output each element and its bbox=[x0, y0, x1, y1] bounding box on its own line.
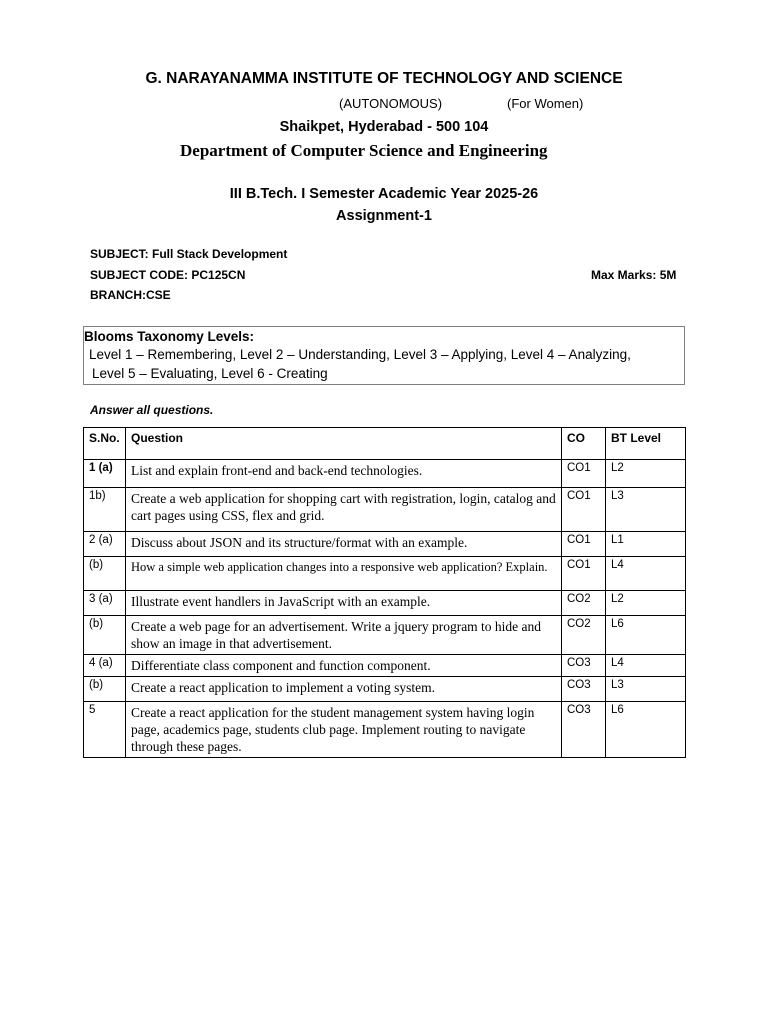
table-row bbox=[84, 460, 686, 488]
row-sno: 1b) bbox=[84, 488, 126, 532]
row-sno: 5 bbox=[84, 702, 126, 758]
row-co: CO3 bbox=[562, 702, 606, 758]
assignment-title: Assignment-1 bbox=[336, 208, 432, 224]
table-header-row bbox=[84, 428, 686, 460]
table-row bbox=[84, 488, 686, 532]
row-sno: 2 (a) bbox=[84, 532, 126, 557]
table-row bbox=[84, 532, 686, 557]
row-co: CO1 bbox=[562, 557, 606, 591]
row-co: CO3 bbox=[562, 655, 606, 677]
blooms-line-2: Level 5 – Evaluating, Level 6 - Creating bbox=[92, 366, 328, 381]
row-bt-level: L6 bbox=[606, 616, 686, 655]
semester-title: III B.Tech. I Semester Academic Year 2025-26 bbox=[229, 186, 539, 202]
subject-label: SUBJECT: Full Stack Development bbox=[90, 247, 288, 261]
row-sno: (b) bbox=[84, 557, 126, 591]
blooms-title: Blooms Taxonomy Levels: bbox=[84, 329, 255, 344]
header-question: Question bbox=[126, 428, 562, 460]
row-bt-level: L4 bbox=[606, 655, 686, 677]
branch-label: BRANCH:CSE bbox=[90, 288, 171, 302]
row-question: List and explain front-end and back-end technologies. bbox=[126, 460, 562, 488]
row-co: CO1 bbox=[562, 460, 606, 488]
department-name: Department of Computer Science and Engineering bbox=[180, 141, 548, 160]
row-co: CO2 bbox=[562, 616, 606, 655]
row-question: Create a web page for an advertisement. Write a jquery program to hide and show an image in that advertisement. bbox=[126, 616, 562, 655]
row-bt-level: L1 bbox=[606, 532, 686, 557]
row-bt-level: L3 bbox=[606, 488, 686, 532]
row-question: Illustrate event handlers in JavaScript with an example. bbox=[126, 591, 562, 616]
row-co: CO1 bbox=[562, 488, 606, 532]
blooms-line-1: Level 1 – Remembering, Level 2 – Understanding, Level 3 – Applying, Level 4 – Analyzing, bbox=[89, 347, 631, 362]
row-question: Create a react application to implement a voting system. bbox=[126, 677, 562, 702]
row-bt-level: L6 bbox=[606, 702, 686, 758]
header-co: CO bbox=[562, 428, 606, 460]
header-sno: S.No. bbox=[84, 428, 126, 460]
max-marks-label: Max Marks: 5M bbox=[591, 268, 677, 282]
for-women-label: (For Women) bbox=[507, 96, 584, 111]
table-row bbox=[84, 677, 686, 702]
instruction-text: Answer all questions. bbox=[90, 403, 214, 417]
row-sno: 4 (a) bbox=[84, 655, 126, 677]
row-bt-level: L4 bbox=[606, 557, 686, 591]
row-question: Discuss about JSON and its structure/format with an example. bbox=[126, 532, 562, 557]
row-co: CO3 bbox=[562, 677, 606, 702]
table-row bbox=[84, 557, 686, 591]
header-bt-level: BT Level bbox=[606, 428, 686, 460]
row-co: CO2 bbox=[562, 591, 606, 616]
row-co: CO1 bbox=[562, 532, 606, 557]
row-sno: (b) bbox=[84, 616, 126, 655]
subject-code-label: SUBJECT CODE: PC125CN bbox=[90, 268, 246, 282]
row-sno: 3 (a) bbox=[84, 591, 126, 616]
table-row bbox=[84, 616, 686, 655]
row-sno: 1 (a) bbox=[84, 460, 126, 488]
row-question: Create a react application for the student management system having login page, academics page, students club page. Implement routing to navigate through these pages. bbox=[126, 702, 562, 758]
questions-table bbox=[83, 427, 686, 758]
row-bt-level: L3 bbox=[606, 677, 686, 702]
row-question: How a simple web application changes into a responsive web application? Explain. bbox=[126, 557, 562, 591]
blooms-taxonomy-box bbox=[83, 326, 685, 385]
row-bt-level: L2 bbox=[606, 460, 686, 488]
row-question: Create a web application for shopping cart with registration, login, catalog and cart pages using CSS, flex and grid. bbox=[126, 488, 562, 532]
institute-name: G. NARAYANAMMA INSTITUTE OF TECHNOLOGY AND SCIENCE bbox=[145, 70, 623, 87]
autonomous-label: (AUTONOMOUS) bbox=[339, 96, 443, 111]
row-bt-level: L2 bbox=[606, 591, 686, 616]
row-sno: (b) bbox=[84, 677, 126, 702]
table-row bbox=[84, 591, 686, 616]
table-row bbox=[84, 702, 686, 758]
row-question: Differentiate class component and function component. bbox=[126, 655, 562, 677]
table-row bbox=[84, 655, 686, 677]
institute-address: Shaikpet, Hyderabad - 500 104 bbox=[279, 119, 489, 135]
